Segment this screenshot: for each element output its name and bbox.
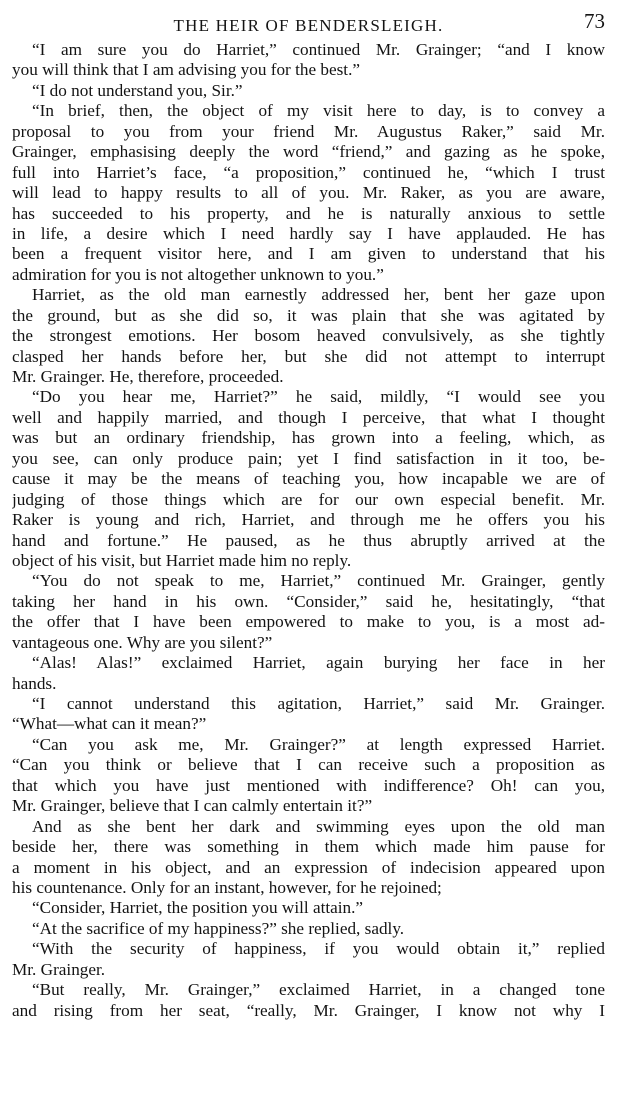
text-line: vantageous one. Why are you silent?” bbox=[12, 632, 273, 652]
text-line: object of his visit, but Harriet made him no reply. bbox=[12, 550, 352, 570]
text-line: a moment in his object, and an expression of indecision appeared upon bbox=[12, 857, 605, 877]
text-line: been a frequent visitor here, and I am given to understand that his bbox=[12, 244, 605, 264]
text-line: in life, a desire which I need hardly say I have applauded. He has bbox=[12, 223, 605, 243]
running-title: THE HEIR OF BENDERSLEIGH. bbox=[173, 16, 444, 35]
text-line: “Alas! Alas!” exclaimed Harriet, again burying her face in her bbox=[32, 653, 605, 673]
text-line: “Can you ask me, Mr. Grainger?” at length expressed Harriet. bbox=[32, 734, 605, 754]
body-text bbox=[12, 40, 605, 1021]
text-line: admiration for you is not altogether unknown to you.” bbox=[12, 264, 384, 284]
text-line: Mr. Grainger. bbox=[12, 959, 106, 979]
text-line: “Do you hear me, Harriet?” he said, mildly, “I would see you bbox=[32, 387, 605, 407]
running-head bbox=[12, 0, 605, 40]
text-line: beside her, there was something in them which made him pause for bbox=[12, 837, 605, 857]
text-line: you see, can only produce pain; yet I find satisfaction in it too, be- bbox=[12, 448, 605, 468]
text-line: will lead to happy results to all of you. Mr. Raker, as you are aware, bbox=[12, 183, 605, 203]
text-line: taking her hand in his own. “Consider,” said he, hesitatingly, “that bbox=[12, 591, 605, 611]
text-line: Mr. Grainger, believe that I can calmly entertain it?” bbox=[12, 796, 373, 816]
text-line: well and happily married, and though I perceive, that what I thought bbox=[12, 407, 605, 427]
text-line: Harriet, as the old man earnestly addressed her, bent her gaze upon bbox=[32, 285, 605, 305]
text-line: “I do not understand you, Sir.” bbox=[32, 80, 243, 100]
text-line: And as she bent her dark and swimming eyes upon the old man bbox=[32, 816, 605, 836]
text-line: “You do not speak to me, Harriet,” continued Mr. Grainger, gently bbox=[32, 571, 605, 591]
text-line: has succeeded to his property, and he is naturally anxious to settle bbox=[12, 203, 605, 223]
text-line: full into Harriet’s face, “a proposition,” continued he, “which I trust bbox=[12, 162, 605, 182]
text-line: the strongest emotions. Her bosom heaved convulsively, as she tightly bbox=[12, 326, 605, 346]
text-line: Raker is young and rich, Harriet, and through me he offers you his bbox=[12, 510, 605, 530]
text-line: cause it may be the means of teaching you, how incapable we are of bbox=[12, 469, 605, 489]
text-line: “I am sure you do Harriet,” continued Mr. Grainger; “and I know bbox=[32, 40, 605, 59]
text-line: hand and fortune.” He paused, as he thus abruptly arrived at the bbox=[12, 530, 605, 550]
text-line: you will think that I am advising you for the best.” bbox=[12, 60, 360, 80]
text-line: his countenance. Only for an instant, however, for he rejoined; bbox=[12, 877, 442, 897]
text-line: proposal to you from your friend Mr. Augustus Raker,” said Mr. bbox=[12, 121, 605, 141]
text-line: hands. bbox=[12, 673, 57, 693]
text-line: judging of those things which are for our own especial benefit. Mr. bbox=[12, 489, 605, 509]
text-line: Grainger, emphasising deeply the word “friend,” and gazing as he spoke, bbox=[12, 142, 605, 162]
text-line: “In brief, then, the object of my visit here to day, is to convey a bbox=[32, 101, 605, 121]
text-line: “I cannot understand this agitation, Harriet,” said Mr. Grainger. bbox=[32, 694, 605, 713]
text-line: was but an ordinary friendship, has grown into a feeling, which, as bbox=[12, 428, 605, 448]
page-number: 73 bbox=[584, 9, 605, 33]
text-line: clasped her hands before her, but she did not attempt to interrupt bbox=[12, 346, 605, 366]
text-line: “What—what can it mean?” bbox=[12, 714, 207, 734]
text-line: the ground, but as she did so, it was plain that she was agitated by bbox=[12, 305, 605, 325]
text-line: Mr. Grainger. He, therefore, proceeded. bbox=[12, 367, 284, 386]
text-line: “But really, Mr. Grainger,” exclaimed Harriet, in a changed tone bbox=[32, 980, 605, 1000]
text-line: “Consider, Harriet, the position you will attain.” bbox=[32, 898, 364, 918]
text-line: “At the sacrifice of my happiness?” she replied, sadly. bbox=[32, 918, 405, 938]
text-line: that which you have just mentioned with indifference? Oh! can you, bbox=[12, 775, 605, 795]
text-line: the offer that I have been empowered to make to you, is a most ad- bbox=[12, 612, 605, 632]
text-line: “With the security of happiness, if you would obtain it,” replied bbox=[32, 939, 605, 959]
text-line: and rising from her seat, “really, Mr. Grainger, I know not why I bbox=[12, 1000, 605, 1020]
text-line: “Can you think or believe that I can receive such a proposition as bbox=[12, 755, 605, 775]
